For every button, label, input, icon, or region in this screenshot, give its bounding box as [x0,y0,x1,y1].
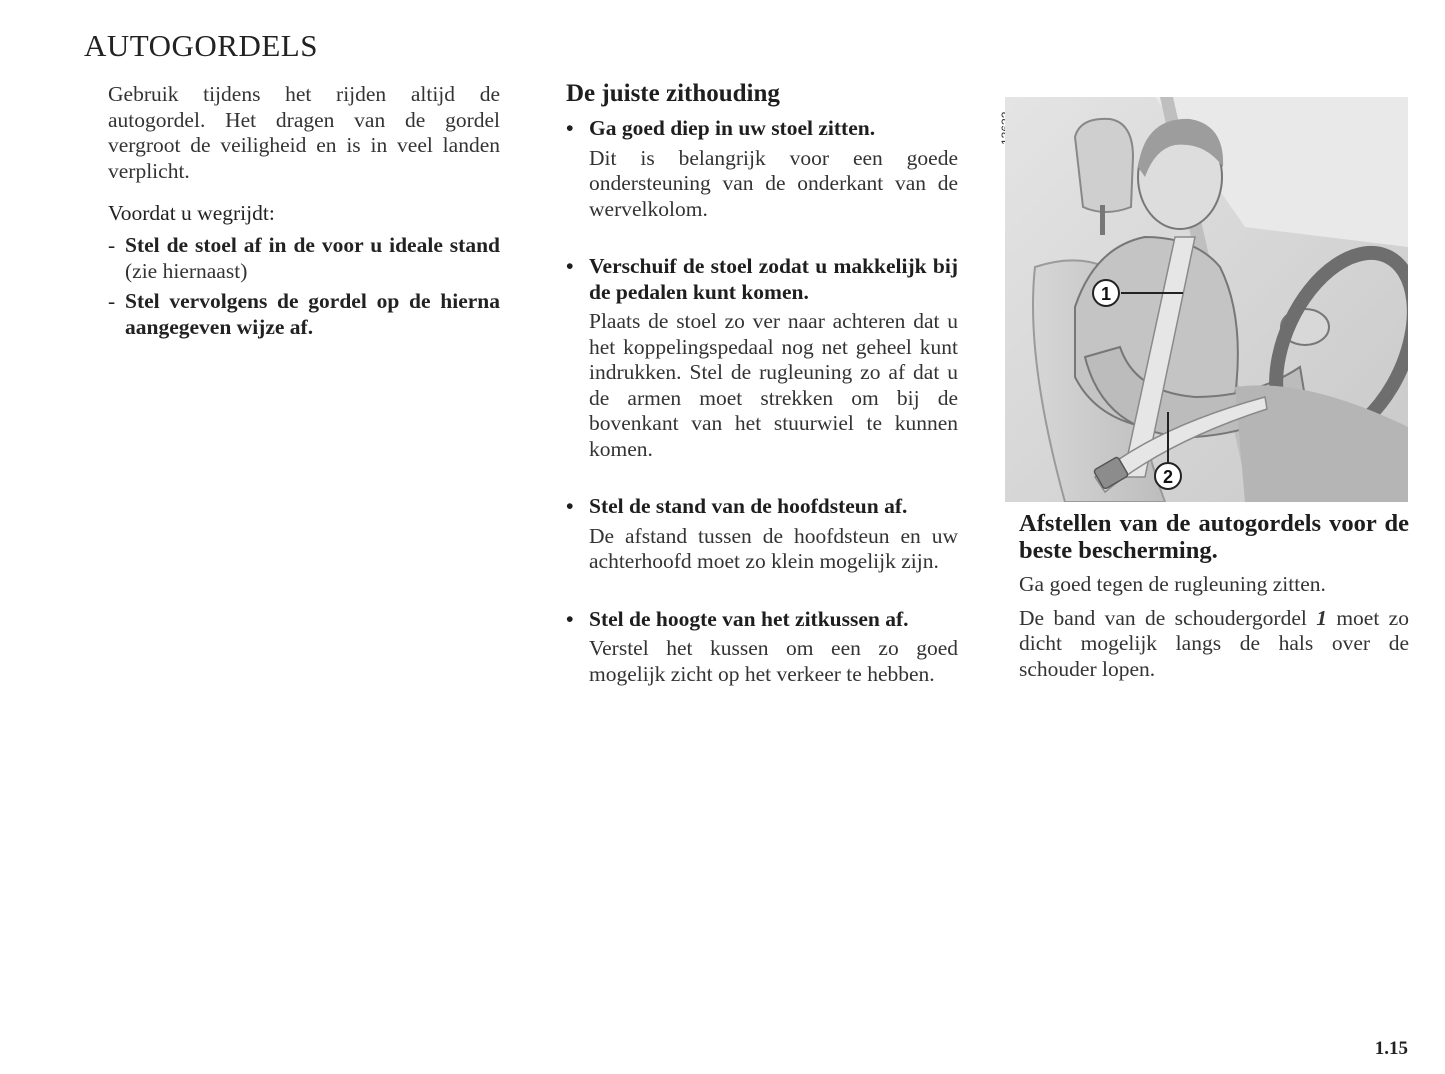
belt-reference-number: 1 [1316,605,1327,630]
before-driving-heading: Voordat u wegrijdt: [108,201,275,225]
intro-text: Gebruik tijdens het rijden altijd de autogordel. Het dragen van de gordel vergroot de veiligheid en is in veel landen verplicht. [108,82,500,183]
seating-item-head: • Stel de stand van de hoofdsteun af. [566,494,958,520]
intro-column [108,82,500,344]
seating-column [566,78,958,687]
step-item: - Stel de stoel af in de voor u ideale stand (zie hiernaast) [108,232,500,284]
belt-heading: Afstellen van de autogordels voor de beste bescherming. [1019,510,1409,564]
seating-item [566,607,958,688]
seating-item-head: • Verschuif de stoel zodat u makkelijk bij de pedalen kunt komen. [566,254,958,305]
seating-item-head: • Ga goed diep in uw stoel zitten. [566,116,958,142]
seating-item [566,494,958,575]
seating-item-body: De afstand tussen de hoofdsteun en uw achterhoofd moet zo klein mogelijk zijn. [589,523,958,573]
page-title: AUTOGORDELS [84,28,318,63]
step-item: - Stel vervolgens de gordel op de hierna aangegeven wijze af. [108,288,500,340]
seating-item-body: Plaats de stoel zo ver naar achteren dat u het koppelingspedaal nog net geheel kunt indrukken. Stel de rugleuning zo af dat u de armen moet strekken om bij de bovenkant van het stuurwiel te kunnen komen. [589,309,958,461]
seating-item [566,116,958,222]
driver-seatbelt-drawing [1005,97,1408,502]
seating-heading: De juiste zithouding [566,80,780,107]
seating-item-head: • Stel de hoogte van het zitkussen af. [566,607,958,633]
seating-item-body: Dit is belangrijk voor een goede ondersteuning van de onderkant van de wervelkolom. [589,145,958,221]
page-number: 1.15 [1374,1038,1408,1059]
belt-paragraph-1: Ga goed tegen de rugleuning zitten. [1019,572,1326,596]
belt-adjustment-column [1019,510,1409,682]
seating-item [566,254,958,462]
callout-1-label: 1 [1100,284,1112,304]
callout-2-label: 2 [1162,467,1174,487]
seating-item-body: Verstel het kussen om een zo goed mogelijk zicht op het verkeer te hebben. [589,636,958,686]
driver-seatbelt-illustration [1005,97,1408,502]
before-driving-steps [108,232,500,340]
belt-paragraph-2: De band van de schoudergordel 1 moet zo dicht mogelijk langs de hals over de schouder lopen. [1019,605,1409,681]
